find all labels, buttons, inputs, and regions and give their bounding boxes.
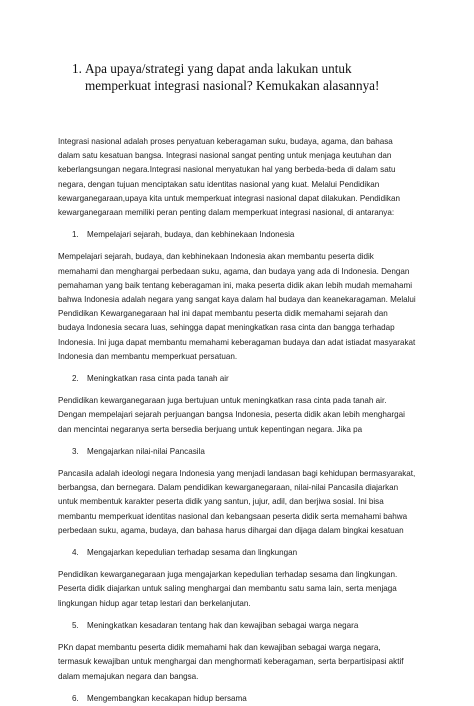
point-title: Mengajarkan nilai-nilai Pancasila bbox=[87, 446, 205, 456]
intro-paragraph: Integrasi nasional adalah proses penyatuan keberagaman suku, budaya, agama, dan bahasa dalam satu kesatuan bangsa. Integrasi nasional sangat penting untuk menjaga keutuhan dan keberlangsungan negara.Integrasi nasional menyatukan hal yang berbeda-beda di dalam satu negara, dengan tujuan menciptakan satu identitas nasional yang kuat. Melalui Pendidikan kewarganegaraan,upaya kita untuk memperkuat integrasi nasional dapat dilakukan. Pendidikan kewarganegaraan memiliki peran penting dalam memperkuat integrasi nasional, di antaranya: bbox=[58, 137, 400, 218]
point-paragraph: PKn dapat membantu peserta didik memahami hak dan kewajiban sebagai warga negara, termasuk kewajiban untuk menghargai dan menghormati keberagaman, serta berpartisipasi aktif dalam memajukan negara dan bangsa. bbox=[58, 643, 404, 681]
point-title: Mengajarkan kepedulian terhadap sesama dan lingkungan bbox=[87, 548, 298, 558]
point-number: 4. bbox=[72, 548, 79, 558]
point-number: 2. bbox=[72, 374, 79, 384]
point-heading bbox=[58, 619, 416, 633]
point-number: 5. bbox=[72, 620, 79, 630]
point-title: Mempelajari sejarah, budaya, dan kebhinekaan Indonesia bbox=[87, 230, 295, 240]
point-number: 3. bbox=[72, 446, 79, 456]
point-title: Mengembangkan kecakapan hidup bersama bbox=[87, 693, 247, 703]
point-heading bbox=[58, 692, 416, 706]
point-number: 6. bbox=[72, 693, 79, 703]
point-paragraph: Pendidikan kewarganegaraan juga bertujuan untuk meningkatkan rasa cinta pada tanah air. Dengan mempelajari sejarah perjuangan bangsa Indonesia, peserta didik akan lebih menghargai dan mencintai negaranya serta bersedia berjuang untuk kepentingan negara. Jika pa bbox=[58, 396, 405, 434]
point-heading bbox=[58, 445, 416, 459]
question-heading bbox=[72, 60, 416, 94]
point-heading bbox=[58, 546, 416, 560]
point-heading bbox=[58, 228, 416, 242]
point-title: Meningkatkan kesadaran tentang hak dan kewajiban sebagai warga negara bbox=[87, 620, 359, 630]
question-text: Apa upaya/strategi yang dapat anda lakukan untuk memperkuat integrasi nasional? Kemukakan alasannya! bbox=[85, 61, 380, 93]
point-paragraph: Pancasila adalah ideologi negara Indonesia yang menjadi landasan bagi kehidupan bermasyarakat, berbangsa, dan bernegara. Dalam pendidikan kewarganegaraan, nilai-nilai Pancasila diajarkan untuk membentuk karakter peserta didik yang santun, jujur, adil, dan berjiwa sosial. Ini bisa membantu memperkuat identitas nasional dan kebangsaan peserta didik serta memahami bahwa perbedaan suku, agama, budaya, dan bahasa harus dihargai dan dijaga dalam bingkai kesatuan bbox=[58, 469, 416, 535]
answer-body bbox=[58, 135, 416, 706]
point-paragraph: Pendidikan kewarganegaraan juga mengajarkan kepedulian terhadap sesama dan lingkungan. Peserta didik diajarkan untuk saling menghargai dan membantu satu sama lain, serta menjaga lingkungan hidup agar tetap lestari dan berkelanjutan. bbox=[58, 570, 398, 608]
point-number: 1. bbox=[72, 230, 79, 240]
question-number: 1. bbox=[72, 61, 82, 76]
point-title: Meningkatkan rasa cinta pada tanah air bbox=[87, 374, 229, 384]
point-paragraph: Mempelajari sejarah, budaya, dan kebhinekaan Indonesia akan membantu peserta didik memahami dan menghargai perbedaan suku, agama, dan budaya yang ada di Indonesia. Dengan pemahaman yang baik tentang keberagaman ini, maka peserta didik akan lebih mudah memahami bahwa Indonesia adalah negara yang sangat kaya dalam hal budaya dan keanekaragaman. Melalui Pendidikan Kewarganegaraan hal ini dapat membantu peserta didik memahami sejarah dan budaya Indonesia secara luas, sehingga dapat meningkatkan rasa cinta dan bangga terhadap Indonesia. Ini juga dapat membantu memahami keberagaman budaya dan adat istiadat masyarakat Indonesia dan membantu memperkuat persatuan. bbox=[58, 252, 416, 361]
point-heading bbox=[58, 372, 416, 386]
